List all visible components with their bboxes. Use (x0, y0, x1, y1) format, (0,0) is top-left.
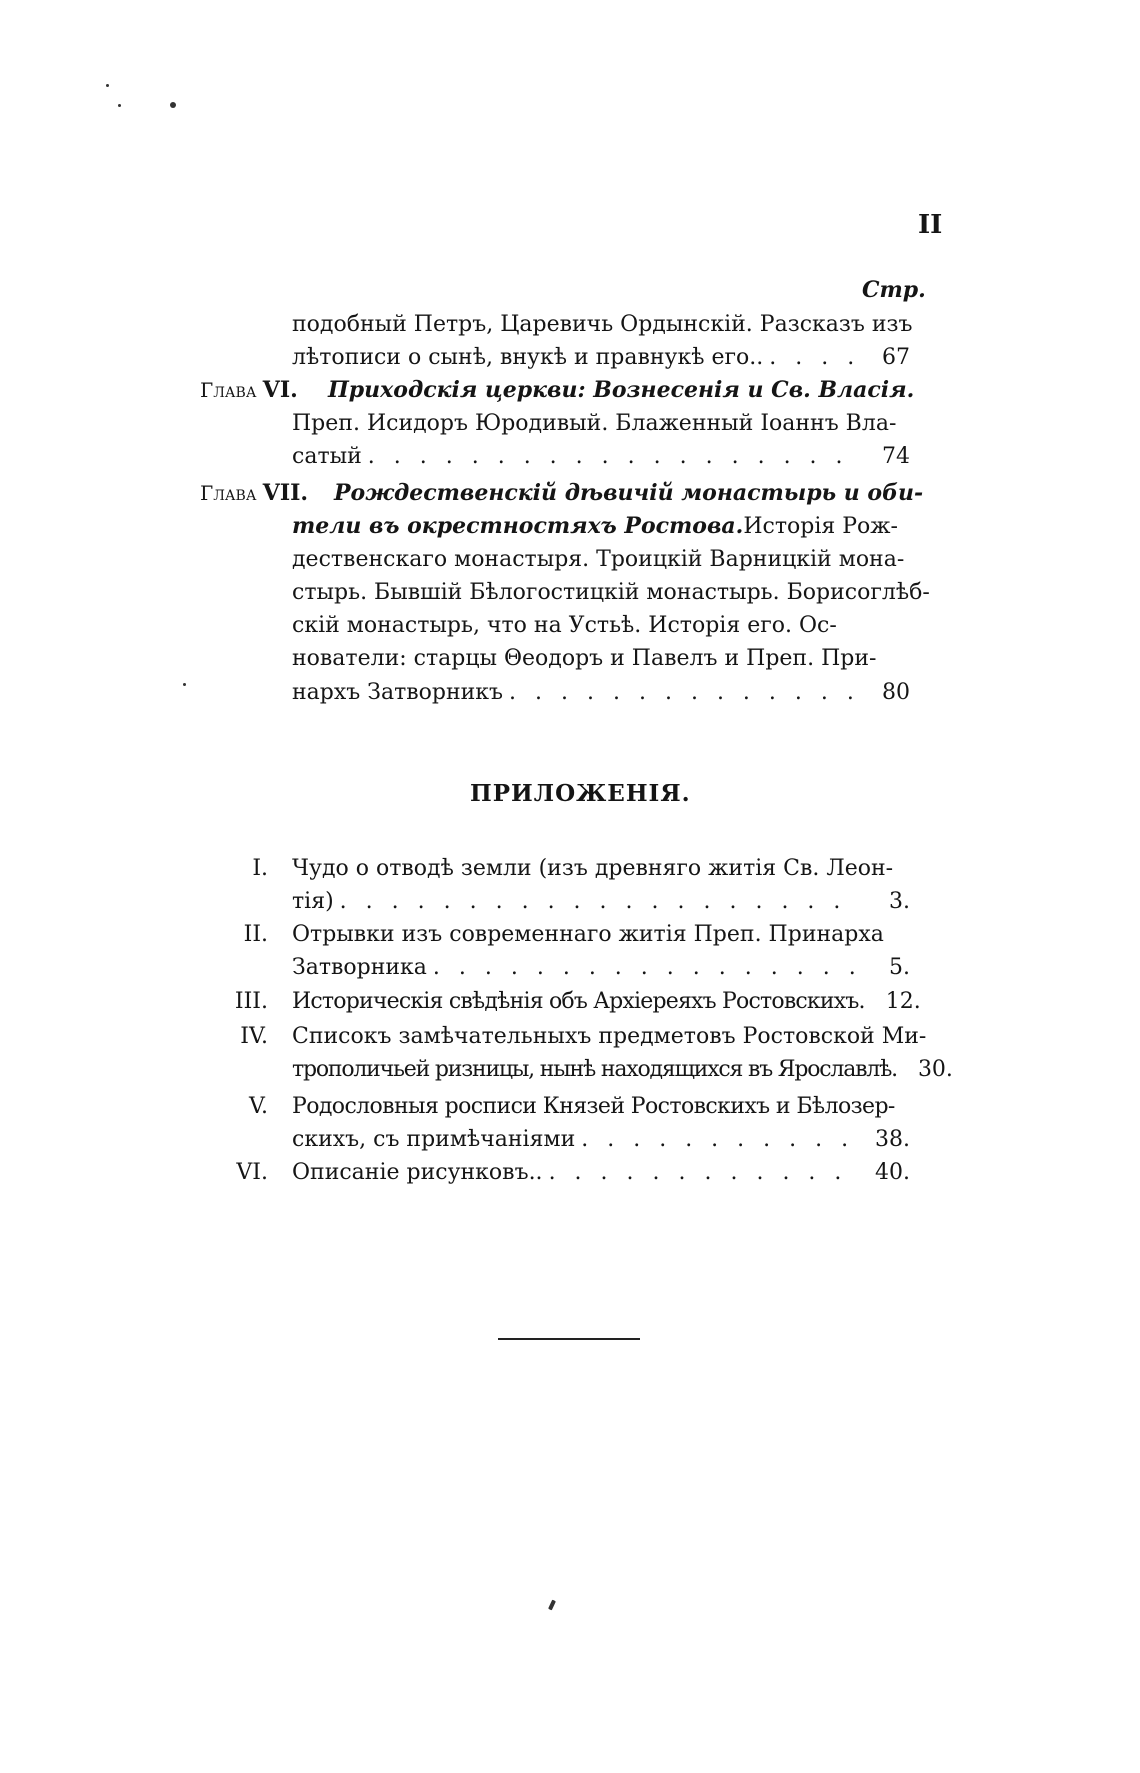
toc-line (292, 510, 898, 543)
toc-text: Исторія Рож- (743, 514, 898, 539)
appendix-numeral: I. (252, 856, 268, 881)
scan-speck (548, 1600, 556, 1611)
toc-line (292, 543, 905, 576)
toc-line (292, 308, 913, 341)
toc-text: лѣтописи о сынѣ, внукѣ и правнукѣ его.. (292, 345, 764, 370)
toc-line (292, 440, 910, 473)
appendix-text: Списокъ замѣчательныхъ предметовъ Ростовской Ми- (292, 1024, 927, 1049)
toc-line (292, 609, 862, 642)
appendix-line (292, 1156, 910, 1189)
leader-dots (362, 440, 860, 473)
toc-page-number: 67 (882, 345, 910, 370)
chapter-title: Приходскія церкви: Вознесенія и Св. Власія. (328, 377, 915, 403)
chapter-word: Глава (200, 481, 257, 505)
appendix-text: Описаніе рисунковъ.. (292, 1160, 543, 1185)
scan-speck (106, 84, 109, 87)
leader-dots (543, 1156, 860, 1189)
leader-dots (334, 885, 860, 918)
appendix-numeral: VI. (236, 1160, 268, 1185)
toc-text: сатый (292, 444, 362, 469)
toc-line (292, 676, 910, 709)
chapter-title: тели въ окрестностяхъ Ростова. (292, 513, 744, 539)
appendix-numeral: V. (248, 1094, 268, 1119)
appendix-line (292, 852, 894, 885)
chapter-title: Рождественскій дѣвичій монастырь и оби- (334, 480, 924, 506)
scan-speck (118, 104, 121, 107)
appendix-page-number: 12. (885, 989, 921, 1014)
scan-speck (170, 102, 176, 108)
chapter-number: VII. (262, 480, 309, 506)
appendix-page-number: 40. (875, 1160, 910, 1185)
appendix-text: Чудо о отводѣ земли (изъ древняго житія Св. Леон- (292, 856, 894, 881)
toc-text: стырь. Бывшій Бѣлогостицкій монастырь. Борисоглѣб- (292, 580, 930, 605)
leader-dots (575, 1123, 860, 1156)
leader-dots (427, 951, 860, 984)
appendix-line (292, 1090, 895, 1123)
end-rule (498, 1338, 640, 1340)
toc-line (334, 477, 924, 510)
appendix-text: Затворника (292, 955, 427, 980)
appendix-page-number: 38. (875, 1127, 910, 1152)
chapter-label (200, 477, 308, 510)
page-number: II (918, 210, 943, 240)
leader-dots (503, 676, 860, 709)
appendix-line (292, 985, 921, 1018)
appendix-line (292, 1053, 953, 1086)
appendix-text: Историческія свѣдѣнія объ Архіереяхъ Ростовскихъ. (292, 989, 865, 1014)
appendix-numeral: IV. (240, 1024, 268, 1049)
appendix-line (292, 1020, 927, 1053)
appendix-text: тія) (292, 889, 334, 914)
toc-text: нархъ Затворникъ (292, 680, 504, 705)
appendix-numeral: III. (234, 989, 268, 1014)
appendix-text: Отрывки изъ современнаго житія Преп. Принарха (292, 922, 884, 947)
appendix-page-number: 5. (889, 955, 910, 980)
appendix-text: скихъ, съ примѣчаніями (292, 1127, 576, 1152)
toc-line (292, 576, 930, 609)
toc-line (292, 642, 877, 675)
appendix-numeral: II. (243, 922, 268, 947)
appendix-heading: ПРИЛОЖЕНІЯ. (470, 780, 691, 807)
toc-text: скій монастырь, что на Устьѣ. Исторія его. Ос- (292, 613, 837, 638)
toc-text: дественскаго монастыря. Троицкій Варницкій мона- (292, 547, 905, 572)
appendix-line (292, 918, 884, 951)
toc-page-number: 74 (882, 444, 910, 469)
appendix-page-number: 30. (917, 1057, 953, 1082)
appendix-page-number: 3. (889, 889, 910, 914)
appendix-text: трополичьей ризницы, нынѣ находящихся въ Ярославлѣ. (292, 1057, 897, 1082)
scan-speck (183, 683, 186, 686)
chapter-label (200, 374, 298, 407)
toc-text: нователи: старцы Θеодоръ и Павелъ и Преп. При- (292, 646, 877, 671)
page-column-label: Стр. (862, 277, 926, 303)
toc-text: Преп. Исидоръ Юродивый. Блаженный Іоаннъ Вла- (292, 411, 897, 436)
toc-line (328, 374, 915, 407)
toc-line (292, 341, 910, 374)
appendix-line (292, 885, 910, 918)
leader-dots (763, 341, 860, 374)
appendix-text: Родословныя росписи Князей Ростовскихъ и Бѣлозер- (292, 1094, 895, 1119)
appendix-line (292, 1123, 910, 1156)
appendix-line (292, 951, 910, 984)
toc-text: подобный Петръ, Царевичь Ордынскій. Разсказъ изъ (292, 312, 913, 337)
chapter-word: Глава (200, 378, 257, 402)
toc-page-number: 80 (882, 680, 910, 705)
toc-line (292, 407, 897, 440)
chapter-number: VI. (262, 377, 298, 403)
